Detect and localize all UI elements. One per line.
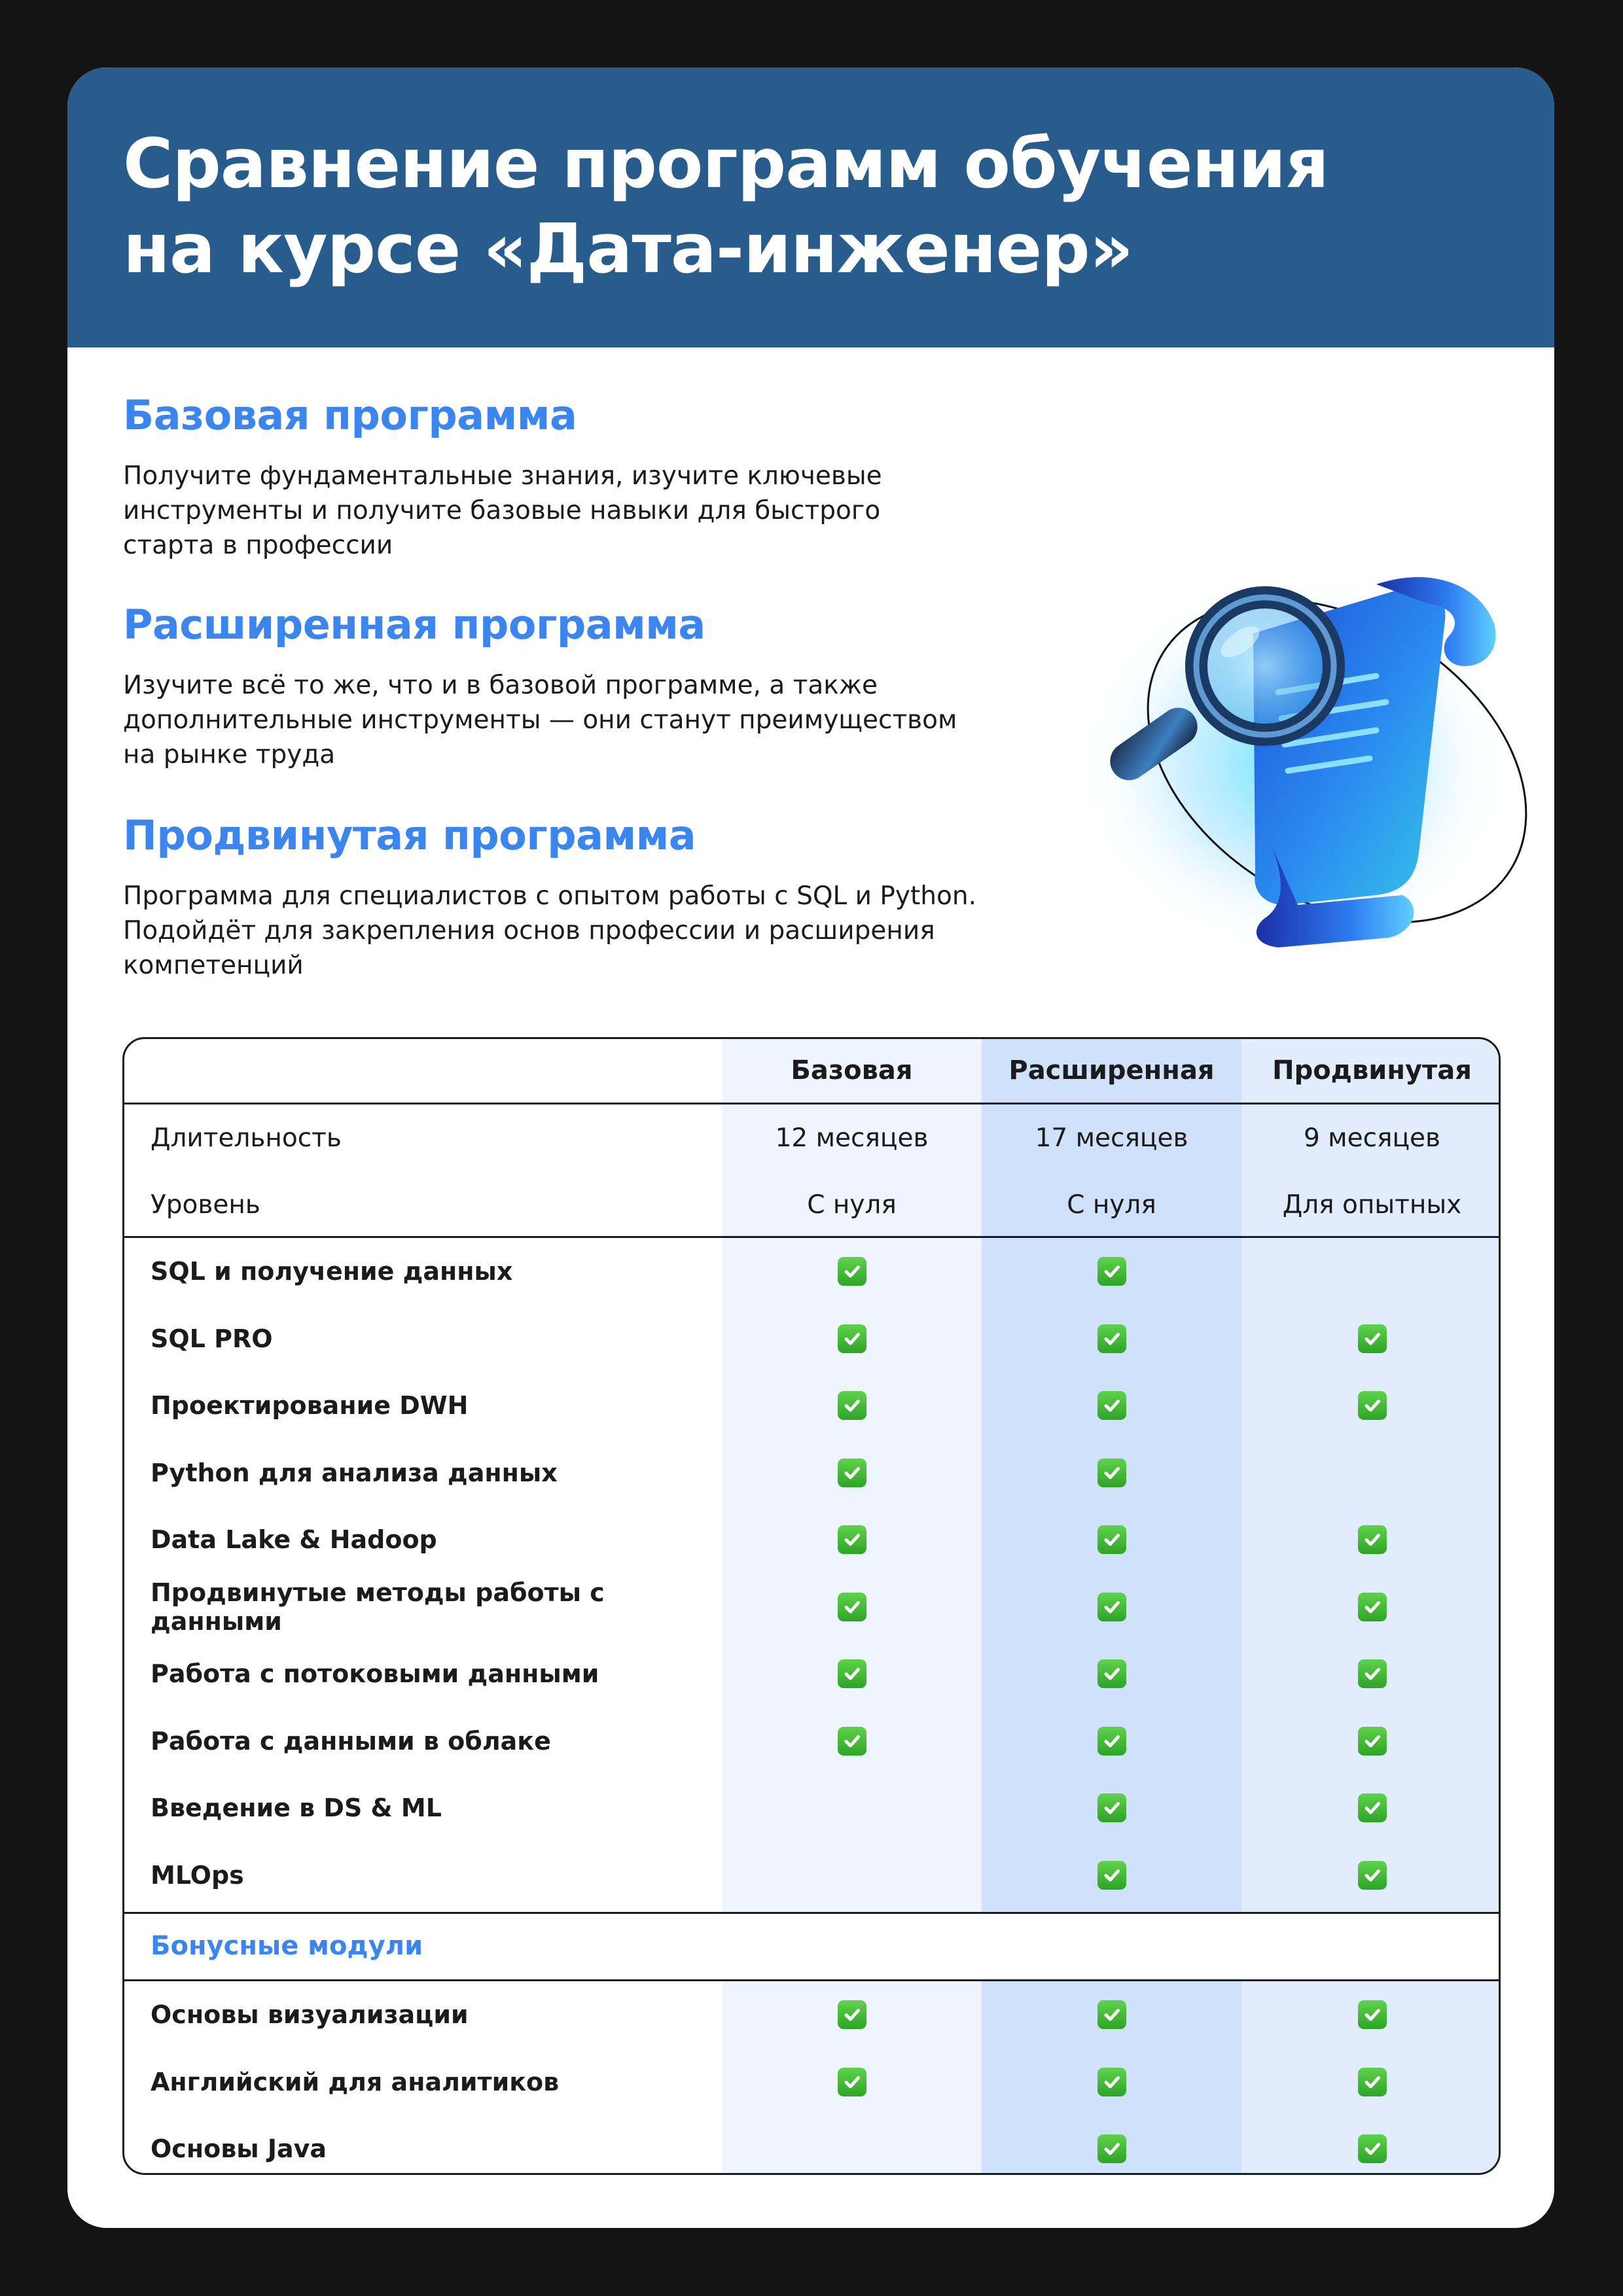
check-cell-extended	[982, 2115, 1241, 2175]
feature-label: Проектирование DWH	[151, 1391, 469, 1420]
feature-label: Python для анализа данных	[151, 1458, 558, 1487]
checkmark-icon	[1097, 1458, 1126, 1487]
check-cell-advanced	[1241, 2115, 1501, 2175]
checkmark-icon	[1097, 2000, 1126, 2029]
check-cell-advanced	[1241, 1842, 1501, 1909]
program-title: Продвинутая программа	[123, 811, 696, 859]
checkmark-icon	[838, 1324, 866, 1353]
check-cell-extended	[982, 1439, 1241, 1506]
description-line: Изучите всё то же, что и в базовой программе, а также	[123, 671, 878, 700]
feature-label: Основы Java	[151, 2134, 327, 2163]
header-banner	[67, 67, 1554, 347]
description-line: Программа для специалистов с опытом работы с SQL и Python.	[123, 881, 976, 911]
checkmark-icon	[1097, 1324, 1126, 1353]
check-cell-basic	[722, 2049, 982, 2115]
check-cell-basic	[722, 1506, 982, 1573]
description-line: инструменты и получите базовые навыки для быстрого	[123, 496, 881, 525]
checkmark-icon	[1358, 2068, 1387, 2096]
check-cell-extended	[982, 1708, 1241, 1775]
checkmark-icon	[1097, 1593, 1126, 1621]
check-cell-basic	[722, 1305, 982, 1372]
check-cell-advanced	[1241, 1574, 1501, 1640]
check-cell-advanced	[1241, 2049, 1501, 2115]
level-advanced: Для опытных	[1282, 1190, 1462, 1220]
bonus-section-title: Бонусные модули	[151, 1931, 423, 1961]
row-label-duration: Длительность	[151, 1123, 342, 1153]
checkmark-icon	[1358, 2134, 1387, 2163]
check-cell-extended	[982, 1574, 1241, 1640]
program-title: Базовая программа	[123, 391, 577, 439]
check-cell-advanced	[1241, 1506, 1501, 1573]
duration-basic: 12 месяцев	[775, 1123, 929, 1153]
check-cell-advanced	[1241, 1708, 1501, 1775]
feature-label: Английский для аналитиков	[151, 2068, 560, 2096]
check-cell-basic	[722, 1640, 982, 1707]
program-title: Расширенная программа	[123, 601, 705, 648]
level-basic: С нуля	[807, 1190, 897, 1220]
checkmark-icon	[1358, 1861, 1387, 1890]
program-description	[123, 879, 1052, 983]
description-line: Подойдёт для закрепления основ профессии и расширения	[123, 916, 935, 945]
checkmark-icon	[1097, 2068, 1126, 2096]
program-extended	[123, 599, 1052, 772]
description-line: старта в профессии	[123, 531, 393, 560]
checkmark-icon	[838, 1593, 866, 1621]
duration-advanced: 9 месяцев	[1303, 1123, 1441, 1153]
checkmark-icon	[1358, 1525, 1387, 1554]
feature-label: Работа с потоковыми данными	[151, 1659, 599, 1688]
program-description	[123, 459, 1052, 563]
checkmark-icon	[838, 1391, 866, 1420]
description-line: компетенций	[123, 951, 304, 980]
feature-label: Продвинутые методы работы с данными	[151, 1578, 605, 1636]
program-description	[123, 668, 1052, 772]
checkmark-icon	[1358, 1391, 1387, 1420]
magnifier-document-icon	[1036, 539, 1546, 957]
checkmark-icon	[838, 1525, 866, 1554]
check-cell-basic	[722, 1372, 982, 1439]
check-cell-advanced	[1241, 1640, 1501, 1707]
checkmark-icon	[1097, 1391, 1126, 1420]
check-cell-extended	[982, 1305, 1241, 1372]
program-advanced	[123, 809, 1052, 983]
checkmark-icon	[838, 2000, 866, 2029]
title-line-2: на курсе «Дата-инженер»	[123, 209, 1133, 289]
check-cell-advanced	[1241, 1305, 1501, 1372]
check-cell-basic	[722, 1439, 982, 1506]
row-label-level: Уровень	[151, 1190, 260, 1220]
description-line: Получите фундаментальные знания, изучите ключевые	[123, 461, 882, 491]
check-cell-basic	[722, 1574, 982, 1640]
checkmark-icon	[1358, 1727, 1387, 1756]
checkmark-icon	[1097, 1793, 1126, 1822]
column-header-advanced: Продвинутая	[1272, 1055, 1472, 1086]
title-line-1: Сравнение программ обучения	[123, 124, 1329, 203]
check-cell-extended	[982, 1640, 1241, 1707]
checkmark-icon	[1097, 1727, 1126, 1756]
feature-label: Работа с данными в облаке	[151, 1727, 551, 1756]
check-cell-extended	[982, 1238, 1241, 1305]
check-cell-advanced	[1241, 1775, 1501, 1841]
feature-label: MLOps	[151, 1861, 244, 1890]
duration-extended: 17 месяцев	[1035, 1123, 1188, 1153]
checkmark-icon	[1097, 2134, 1126, 2163]
feature-label: SQL PRO	[151, 1324, 273, 1353]
feature-label: Основы визуализации	[151, 2000, 469, 2029]
column-header-extended: Расширенная	[1008, 1055, 1215, 1086]
check-cell-basic	[722, 1981, 982, 2048]
checkmark-icon	[1358, 1659, 1387, 1688]
check-cell-extended	[982, 2049, 1241, 2115]
description-line: на рынке труда	[123, 740, 336, 769]
check-cell-extended	[982, 1981, 1241, 2048]
checkmark-icon	[1358, 2000, 1387, 2029]
level-extended: С нуля	[1067, 1190, 1156, 1220]
checkmark-icon	[1358, 1324, 1387, 1353]
comparison-table	[122, 1037, 1501, 2175]
check-cell-extended	[982, 1506, 1241, 1573]
check-cell-extended	[982, 1775, 1241, 1841]
checkmark-icon	[1358, 1793, 1387, 1822]
comparison-card	[67, 67, 1554, 2228]
check-cell-advanced	[1241, 1981, 1501, 2048]
checkmark-icon	[838, 2068, 866, 2096]
checkmark-icon	[838, 1659, 866, 1688]
checkmark-icon	[838, 1727, 866, 1756]
program-basic	[123, 389, 1052, 563]
checkmark-icon	[838, 1458, 866, 1487]
checkmark-icon	[1358, 1593, 1387, 1621]
column-header-basic: Базовая	[791, 1055, 913, 1086]
check-cell-advanced	[1241, 1372, 1501, 1439]
checkmark-icon	[1097, 1659, 1126, 1688]
checkmark-icon	[838, 1257, 866, 1286]
feature-label: SQL и получение данных	[151, 1257, 513, 1286]
feature-label: Введение в DS & ML	[151, 1793, 442, 1822]
checkmark-icon	[1097, 1257, 1126, 1286]
checkmark-icon	[1097, 1861, 1126, 1890]
check-cell-extended	[982, 1372, 1241, 1439]
page-title	[123, 121, 1497, 291]
check-cell-basic	[722, 1708, 982, 1775]
feature-label: Data Lake & Hadoop	[151, 1525, 437, 1554]
check-cell-extended	[982, 1842, 1241, 1909]
check-cell-basic	[722, 1238, 982, 1305]
checkmark-icon	[1097, 1525, 1126, 1554]
description-line: дополнительные инструменты — они станут преимуществом	[123, 705, 957, 735]
